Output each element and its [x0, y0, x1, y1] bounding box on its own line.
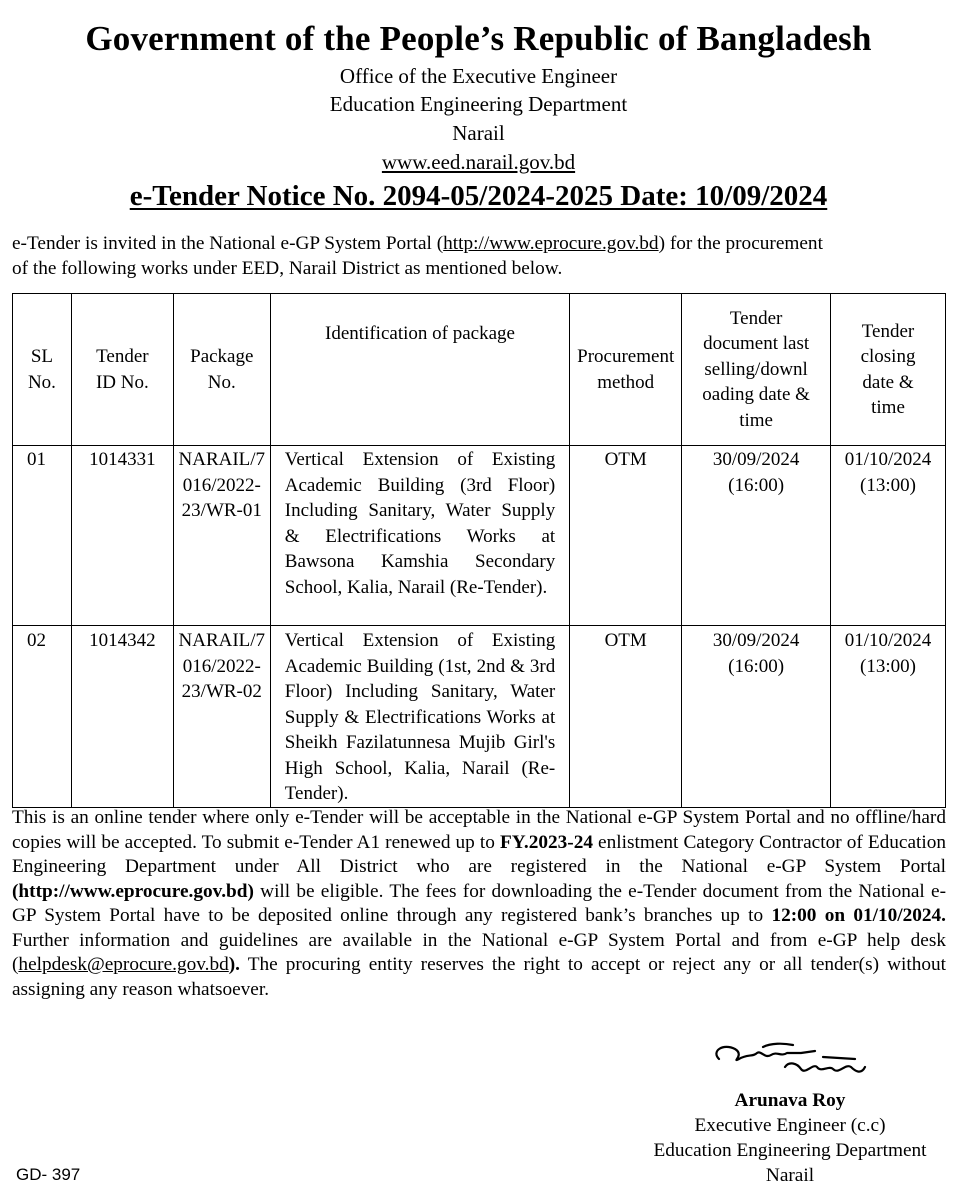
- office-name: Office of the Executive Engineer: [339, 64, 618, 88]
- tender-table: [12, 293, 946, 808]
- cell-method: OTM: [570, 446, 682, 626]
- last-selling-date: 30/09/2024: [712, 449, 800, 470]
- table-row: [13, 626, 946, 808]
- cell-identification: Vertical Extension of Existing Academic Building (3rd Floor) Including Sanitary, Water Supply & Electrifications Works at Bawsona Kamshia Secondary School, Kalia, Narail (Re-Tender).: [270, 446, 569, 626]
- header-identification: Identification of package: [270, 294, 569, 446]
- submission-deadline: 12:00 on 01/10/2024.: [771, 905, 946, 926]
- cell-identification: Vertical Extension of Existing Academic Building (1st, 2nd & 3rd Floor) Including Sanitary, Water Supply & Electrifications Works at Sheikh Fazilatunnesa Mujib Girl's High School, Kalia, Narail (Re-Tender).: [270, 626, 569, 808]
- helpdesk-close-paren: ).: [228, 954, 240, 975]
- helpdesk-open-paren: (: [12, 954, 19, 975]
- handwritten-signature: [705, 1033, 875, 1093]
- header-tender-id: Tender ID No.: [71, 294, 173, 446]
- closing-date: 01/10/2024: [844, 630, 932, 651]
- cell-closing: [831, 446, 946, 626]
- intro-text-a: e-Tender is invited in the National e-GP System Portal (: [12, 233, 444, 254]
- terms-text-3: will be eligible. The fees for downloading the e-Tender document from the National e-GP System Portal have to be deposited online through any registered bank’s branches up to: [12, 880, 946, 926]
- district-name: Narail: [452, 121, 505, 145]
- signatory-district: Narail: [765, 1165, 815, 1186]
- cell-last-selling: [682, 446, 831, 626]
- intro-line-2: of the following works under EED, Narail District as mentioned below.: [12, 258, 563, 279]
- intro-paragraph: [12, 231, 947, 281]
- cell-sl: 01: [13, 446, 72, 626]
- office-website[interactable]: [0, 147, 957, 177]
- eprocure-link[interactable]: http://www.eprocure.gov.bd: [443, 233, 659, 254]
- signatory-designation: Executive Engineer (c.c): [694, 1115, 886, 1136]
- cell-tender-id: 1014331: [71, 446, 173, 626]
- table-row: [13, 446, 946, 626]
- cell-method: OTM: [570, 626, 682, 808]
- signatory-name: Arunava Roy: [734, 1090, 846, 1111]
- cell-package-no: NARAIL/7 016/2022- 23/WR-01: [173, 446, 270, 626]
- header-sl: SL No.: [13, 294, 72, 446]
- last-selling-time: (16:00): [728, 655, 785, 677]
- terms-paragraph: [12, 806, 946, 1002]
- header-last-selling: Tender document last selling/downl oading date & time: [682, 294, 831, 446]
- last-selling-date: 30/09/2024: [712, 630, 800, 651]
- cell-sl: 02: [13, 626, 72, 808]
- terms-text-2: enlistment Category Contractor of Education Engineering Department under All District who are registered in the National e-GP System Portal: [12, 831, 946, 877]
- terms-text-5: The procuring entity reserves the right to accept or reject any or all tender(s) without assigning any reason whatsoever.: [12, 954, 946, 1000]
- table-header-row: [13, 294, 946, 446]
- signatory-department: Education Engineering Department: [653, 1140, 927, 1161]
- cell-closing: [831, 626, 946, 808]
- header-method: Procurement method: [570, 294, 682, 446]
- department-name: Education Engineering Department: [329, 92, 628, 116]
- intro-text-b: ) for the procurement: [658, 233, 823, 254]
- terms-text-1: This is an online tender where only e-Tender will be acceptable in the National e-GP System Portal and no offline/hard copies will be accepted. To submit e-Tender A1 renewed up to: [12, 807, 946, 853]
- government-title: Government of the People’s Republic of Bangladesh: [85, 19, 872, 58]
- closing-date: 01/10/2024: [844, 449, 932, 470]
- terms-text-4: Further information and guidelines are available in the National e-GP System Portal and from e-GP help desk: [12, 929, 946, 951]
- last-selling-time: (16:00): [728, 474, 785, 496]
- cell-tender-id: 1014342: [71, 626, 173, 808]
- header-package: Package No.: [173, 294, 270, 446]
- cell-package-no: NARAIL/7 016/2022- 23/WR-02: [173, 626, 270, 808]
- fiscal-year: FY.2023-24: [499, 831, 593, 853]
- gd-code: GD- 397: [16, 1165, 81, 1184]
- helpdesk-email-link[interactable]: helpdesk@eprocure.gov.bd: [18, 954, 229, 975]
- office-website-link[interactable]: www.eed.narail.gov.bd: [381, 150, 576, 174]
- intro-line-1: [12, 231, 947, 256]
- cell-last-selling: [682, 626, 831, 808]
- closing-time: (13:00): [860, 474, 916, 496]
- portal-link[interactable]: (http://www.eprocure.gov.bd): [12, 880, 254, 902]
- notice-title-text: e-Tender Notice No. 2094-05/2024-2025 Date: 10/09/2024: [129, 180, 828, 212]
- signatory-block: [600, 1088, 957, 1188]
- closing-time: (13:00): [860, 655, 916, 677]
- notice-title: [0, 178, 957, 214]
- header-closing: Tender closing date & time: [831, 294, 946, 446]
